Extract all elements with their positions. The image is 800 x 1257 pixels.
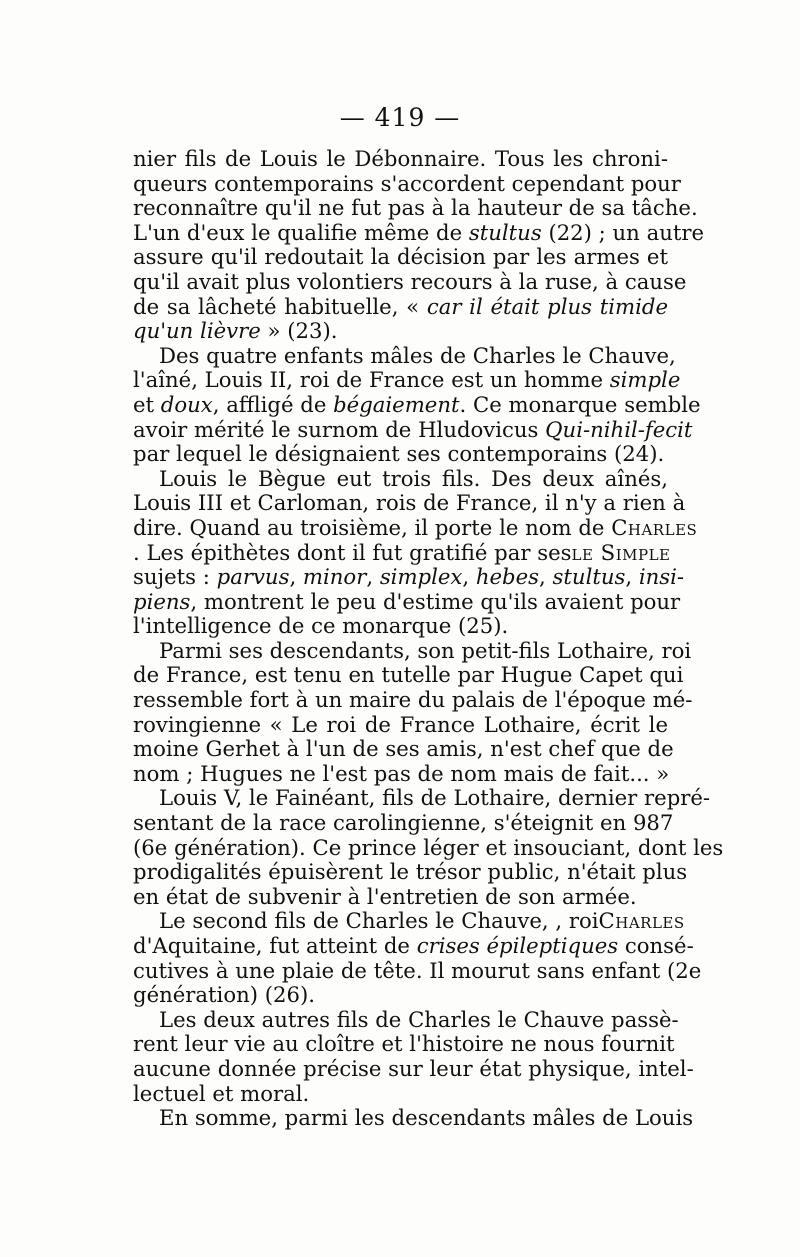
italic-term: qu'un lièvre xyxy=(133,318,261,344)
small-caps-name: le Simple xyxy=(571,539,671,565)
text-run: et xyxy=(133,391,161,417)
italic-term: Qui-nihil-fecit xyxy=(545,416,693,442)
italic-term: simplex xyxy=(379,564,463,590)
text-line xyxy=(133,983,668,1008)
text-run: génération) (26). xyxy=(133,982,315,1008)
text-run: . Ce monarque semble xyxy=(459,391,701,417)
text-run: par lequel le désignaient ses contemporains (24). xyxy=(133,441,665,467)
text-run: nier fils de Louis le Débonnaire. Tous les chroni- xyxy=(133,146,668,171)
text-line xyxy=(133,342,676,369)
text-line xyxy=(133,908,685,934)
text-run: de sa lâcheté habituelle, « xyxy=(133,293,427,319)
text-run: consé- xyxy=(618,933,694,958)
text-run: assure qu'il redoutait la décision par les armes et xyxy=(133,244,668,270)
text-run: Le second fils de Charles le Chauve, xyxy=(159,908,556,934)
small-caps-name: Charles xyxy=(598,908,685,934)
italic-term: insi- xyxy=(638,564,685,590)
text-line xyxy=(133,614,668,639)
text-run: , affligé de xyxy=(212,391,334,417)
text-run: rent leur vie au cloître et l'histoire ne nous fournit xyxy=(133,1031,675,1057)
text-line xyxy=(133,588,681,615)
text-run: d'Aquitaine, fut atteint de xyxy=(133,933,417,958)
text-line xyxy=(133,147,668,172)
text-line xyxy=(133,391,701,418)
text-line xyxy=(133,170,681,197)
text-run: , xyxy=(366,564,380,590)
text-line xyxy=(133,367,681,393)
text-line xyxy=(133,245,668,270)
text-run: Louis III et Carloman, rois de France, il n'y a rien à xyxy=(133,490,686,516)
text-run: sentant de la race carolingienne, s'éteignit en 987 xyxy=(133,810,674,836)
text-line xyxy=(133,442,668,467)
text-line xyxy=(133,834,724,861)
text-line xyxy=(133,1006,679,1033)
text-run: . Les épithètes dont il fut gratifié par ses xyxy=(133,539,572,565)
text-run: L'un d'eux le qualifie même de xyxy=(133,219,469,245)
text-run: , xyxy=(289,564,303,590)
text-line xyxy=(133,1031,675,1057)
text-run: sujets : xyxy=(133,564,217,590)
text-run: Les deux autres fils de Charles le Chauve passè- xyxy=(159,1006,679,1032)
text-run: (22) ; un autre xyxy=(541,219,705,245)
text-line xyxy=(133,319,668,344)
text-run: Des quatre enfants mâles de Charles le Chauve, xyxy=(159,342,676,368)
text-line xyxy=(133,564,685,590)
text-line xyxy=(133,957,702,984)
text-line xyxy=(133,762,668,787)
page-number: — 419 — xyxy=(339,103,461,132)
italic-term: simple xyxy=(609,367,681,393)
text-line xyxy=(133,810,674,836)
text-run: , montrent le peu d'estime qu'ils avaient pour xyxy=(190,588,681,614)
text-run: ressemble fort à un maire du palais de l'époque mé- xyxy=(133,687,693,713)
text-run: (6e génération). Ce prince léger et insouciant, dont les xyxy=(133,834,724,860)
text-run: , xyxy=(625,564,639,590)
text-line xyxy=(133,859,688,885)
text-line xyxy=(133,219,705,246)
text-run: rovingienne « Le roi de France Lothaire, écrit le xyxy=(133,711,668,737)
text-run: de France, est tenu en tutelle par Hugue Capet qui xyxy=(133,662,684,688)
text-line xyxy=(133,268,687,295)
text-line xyxy=(133,514,698,541)
text-run: nom ; Hugues ne l'est pas de nom mais de fait... » xyxy=(133,760,670,786)
text-run: avoir mérité le surnom de Hludovicus xyxy=(133,416,546,442)
text-run: Parmi ses descendants, son petit-fils Lothaire, roi xyxy=(159,637,692,663)
text-line xyxy=(133,785,711,811)
text-line xyxy=(133,736,674,762)
body-text xyxy=(133,146,724,1131)
text-run: lectuel et moral. xyxy=(133,1080,310,1106)
italic-term: stultus xyxy=(468,219,542,245)
text-line xyxy=(133,1105,694,1131)
text-run: en état de subvenir à l'entretien de son armée. xyxy=(133,883,637,909)
text-run: l'aîné, Louis II, roi de France est un homme xyxy=(133,367,610,393)
text-line xyxy=(133,1082,668,1107)
text-line xyxy=(133,933,694,959)
italic-term: bégaiement xyxy=(333,391,460,417)
text-run: , xyxy=(462,564,476,590)
text-run: queurs contemporains s'accordent cependant pour xyxy=(133,170,681,196)
text-run: Louis V, le Fainéant, fils de Lothaire, dernier repré- xyxy=(159,785,711,811)
text-line xyxy=(133,713,668,738)
text-line xyxy=(133,637,692,664)
text-run: dire. Quand au troisième, il porte le nom de xyxy=(133,514,612,540)
italic-term: piens xyxy=(133,588,191,614)
text-run: Louis le Bègue eut trois fils. Des deux aînés, xyxy=(159,465,668,491)
text-run: aucune donnée précise sur leur état physique, intel- xyxy=(133,1055,694,1081)
text-line xyxy=(133,885,668,910)
italic-term: parvus xyxy=(216,564,290,590)
text-run: moine Gerhet à l'un de ses amis, n'est chef que de xyxy=(133,736,674,762)
italic-term: doux xyxy=(160,391,213,417)
text-run: prodigalités épuisèrent le trésor public, n'était plus xyxy=(133,859,688,885)
text-run: qu'il avait plus volontiers recours à la ruse, à cause xyxy=(133,268,687,294)
text-run: reconnaître qu'il ne fut pas à la hauteur de sa tâche. xyxy=(133,195,698,221)
text-run: cutives à une plaie de tête. Il mourut sans enfant (2e xyxy=(133,957,702,983)
text-line xyxy=(133,1055,694,1082)
text-line xyxy=(133,662,684,688)
text-line xyxy=(133,490,686,516)
italic-term: minor xyxy=(302,564,367,590)
text-line xyxy=(133,195,698,221)
text-line xyxy=(133,467,668,492)
italic-term: car il était plus timide xyxy=(426,293,668,319)
text-run: l'intelligence de ce monarque (25). xyxy=(133,613,509,639)
text-run: , xyxy=(539,564,553,590)
text-run: En somme, parmi les descendants mâles de Louis xyxy=(159,1105,694,1131)
text-run: » (23). xyxy=(260,318,338,344)
small-caps-name: Charles xyxy=(611,514,698,540)
italic-term: stultus xyxy=(552,564,626,590)
text-line xyxy=(133,295,668,320)
text-line xyxy=(133,687,693,713)
italic-term: hebes xyxy=(475,564,540,590)
text-line xyxy=(133,539,671,566)
text-line xyxy=(133,416,693,443)
text-run: , roi xyxy=(555,908,599,934)
italic-term: crises épileptiques xyxy=(416,933,619,958)
